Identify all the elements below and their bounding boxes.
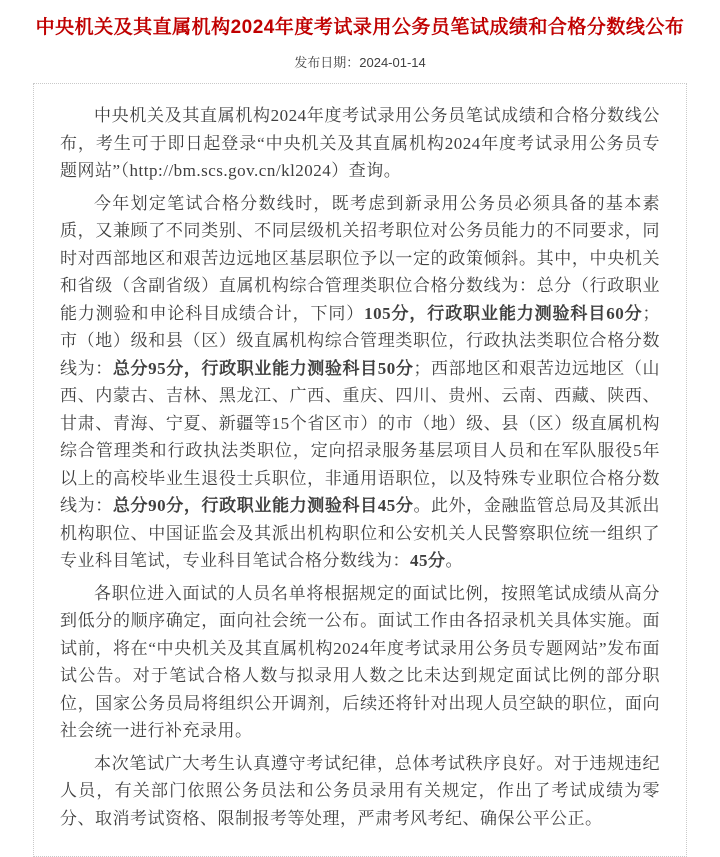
article-text: 。此外，金融监管总局及其派出机构职位、中国证监会及其派出机构职位和公安机关人民警察职位统一组织了专业科目笔试，专业科目笔试合格分数线为： — [60, 496, 661, 570]
article-box — [33, 83, 687, 857]
article-paragraph — [60, 580, 660, 745]
article-paragraph — [60, 102, 660, 185]
article-text-bold: 总分95分，行政职业能力测验科目50分 — [112, 358, 414, 378]
article-text: 。 — [445, 551, 463, 570]
article-paragraph — [60, 190, 660, 575]
article-text-bold: 总分90分，行政职业能力测验科目45分 — [112, 496, 414, 515]
article-text-bold: 105分，行政职业能力测验科目60分 — [364, 303, 643, 323]
article-text: 今年划定笔试合格分数线时，既考虑到新录用公务员必须具备的基本素质，又兼顾了不同类别、不同层级机关招考职位对公务员能力的不同要求，同时对西部地区和艰苦边远地区基层职位予以一定的政策倾斜。其中，中央机关和省级（含副省级）直属机构综合管理类职位合格分数线为：总分（行政职业能力测验和申论科目成绩合计，下同） — [60, 193, 660, 323]
publish-date-value: 2024-01-14 — [359, 55, 426, 70]
article-text: ；市（地）级和县（区）级直属机构综合管理类职位，行政执法类职位合格分数线为： — [60, 303, 660, 378]
page-header — [0, 0, 720, 71]
article-text-bold: 45分 — [410, 551, 446, 570]
publish-date — [0, 52, 720, 71]
article-text: 本次笔试广大考生认真遵守考试纪律，总体考试秩序良好。对于违规违纪人员，有关部门依照公务员法和公务员录用有关规定，作出了考试成绩为零分、取消考试资格、限制报考等处理，严肃考风考纪、确保公平公正。 — [60, 753, 660, 828]
article-paragraph — [60, 750, 660, 833]
article-text: 中央机关及其直属机构2024年度考试录用公务员笔试成绩和合格分数线公布，考生可于即日起登录“中央机关及其直属机构2024年度考试录用公务员专题网站”（http://bm.scs.gov.cn/kl2024）查询。 — [60, 106, 660, 180]
page-title: 中央机关及其直属机构2024年度考试录用公务员笔试成绩和合格分数线公布 — [35, 17, 685, 38]
publish-date-label: 发布日期： — [294, 55, 360, 70]
article-text: ；西部地区和艰苦边远地区（山西、内蒙古、吉林、黑龙江、广西、重庆、四川、贵州、云南、西藏、陕西、甘肃、青海、宁夏、新疆等15个省区市）的市（地）级、县（区）级直属机构综合管理类和行政执法类职位，定向招录服务基层项目人员和在军队服役5年以上的高校毕业生退役士兵职位，非通用语职位，以及特殊专业职位合格分数线为： — [60, 358, 661, 515]
article-text: 各职位进入面试的人员名单将根据规定的面试比例，按照笔试成绩从高分到低分的顺序确定，面向社会统一公布。面试工作由各招录机关具体实施。面试前，将在“中央机关及其直属机构2024年度考试录用公务员专题网站”发布面试公告。对于笔试合格人数与拟录用人数之比未达到规定面试比例的部分职位，国家公务员局将组织公开调剂，后续还将针对出现人员空缺的职位，面向社会统一进行补充录用。 — [60, 583, 660, 740]
